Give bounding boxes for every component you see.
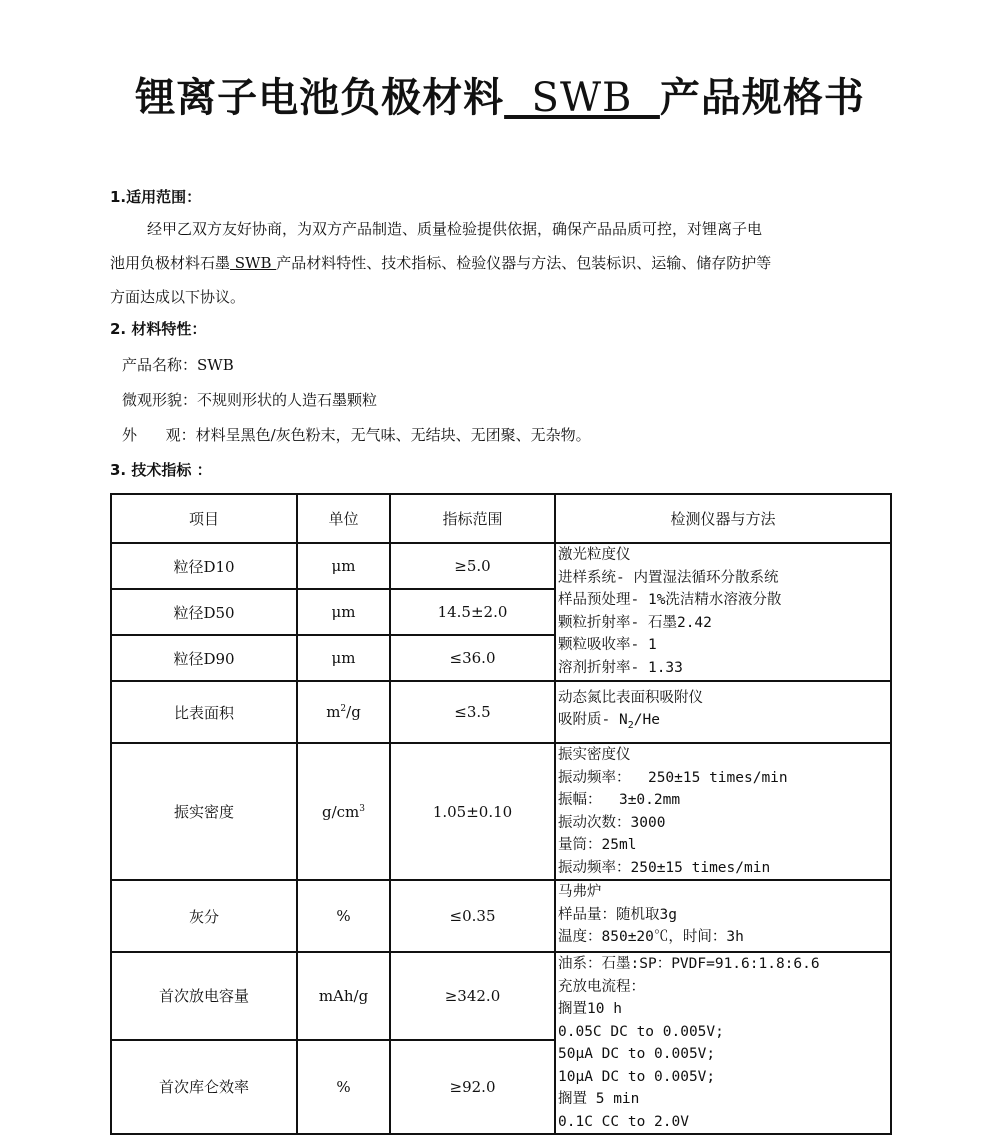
scope-product-code: SWB [230, 254, 277, 272]
unit-superscript: 3 [359, 803, 365, 814]
cell-item: 粒径D90 [111, 635, 297, 681]
section-properties-heading: 2. 材料特性： [110, 320, 207, 338]
cell-range: 14.5±2.0 [390, 589, 555, 635]
method-line [558, 709, 890, 737]
table-row [111, 952, 891, 1040]
method-line: 激光粒度仪 [558, 547, 631, 563]
method-text: /He [633, 712, 660, 729]
method-line: 振动频率： 250±15 times/min [558, 769, 788, 786]
cell-unit: μm [297, 589, 390, 635]
cell-unit [297, 743, 390, 880]
method-line: 搁置 5 min [558, 1091, 640, 1107]
header-range: 指标范围 [390, 494, 555, 543]
property-shape: 微观形貌：不规则形状的人造石墨颗粒 [122, 391, 378, 409]
title-suffix: 产品规格书 [659, 75, 865, 121]
method-line: 颗粒吸收率- 1 [558, 637, 657, 653]
cell-range: 1.05±0.10 [390, 743, 555, 880]
table-row [111, 743, 891, 880]
scope-line-2-b: 产品材料特性、技术指标、检验仪器与方法、包装标识、运输、储存防护等 [276, 254, 772, 272]
title-prefix: 锂离子电池负极材料 [135, 75, 505, 121]
table-row [111, 681, 891, 743]
method-line: 油系：石墨:SP：PVDF=91.6:1.8:6.6 [558, 956, 820, 972]
table-row [111, 880, 891, 952]
cell-item: 首次放电容量 [111, 952, 297, 1040]
unit-base: g/cm [321, 802, 360, 821]
property-appearance: 外 观：材料呈黑色/灰色粉末，无气味、无结块、无团聚、无杂物。 [122, 426, 591, 444]
scope-line-2-a: 池用负极材料石墨 [110, 254, 231, 272]
method-line: 量筒：25ml [558, 837, 637, 853]
property-name: 产品名称：SWB [122, 356, 234, 374]
cell-range: ≥5.0 [390, 543, 555, 589]
method-line: 0.05C DC to 0.005V; [558, 1023, 724, 1040]
method-line: 温度：850±20℃，时间：3h [558, 929, 744, 945]
cell-unit: % [297, 880, 390, 952]
cell-method-electrochemical [555, 952, 891, 1134]
cell-item: 振实密度 [111, 743, 297, 880]
method-subscript: 2 [627, 719, 634, 731]
section-specs-heading: 3. 技术指标 ： [110, 461, 212, 479]
cell-item: 粒径D10 [111, 543, 297, 589]
unit-tail: /g [346, 703, 361, 721]
method-line: 振幅： 3±0.2mm [558, 792, 681, 808]
cell-unit: μm [297, 543, 390, 589]
header-method: 检测仪器与方法 [555, 494, 891, 543]
method-line: 搁置10 h [558, 1001, 622, 1017]
cell-method-tap [555, 743, 891, 880]
cell-range: ≤36.0 [390, 635, 555, 681]
cell-item: 首次库仑效率 [111, 1040, 297, 1134]
cell-unit [297, 681, 390, 743]
method-line: 振实密度仪 [558, 747, 631, 763]
method-text: 吸附质- N [558, 712, 628, 729]
cell-range: ≥92.0 [390, 1040, 555, 1134]
scope-paragraph [110, 212, 890, 314]
method-line: 样品预处理- 1%洗洁精水溶液分散 [558, 592, 782, 608]
scope-line-3: 方面达成以下协议。 [110, 288, 246, 306]
method-line: 动态氮比表面积吸附仪 [558, 689, 703, 706]
cell-item: 粒径D50 [111, 589, 297, 635]
cell-range: ≤3.5 [390, 681, 555, 743]
cell-range: ≤0.35 [390, 880, 555, 952]
method-line: 样品量：随机取3g [558, 906, 677, 923]
method-line: 振动频率：250±15 times/min [558, 859, 771, 876]
table-header-row [111, 494, 891, 543]
method-line: 溶剂折射率- 1.33 [558, 659, 683, 676]
spec-table [110, 493, 892, 1135]
unit-base: m [326, 703, 341, 721]
unit-superscript: 2 [340, 704, 347, 714]
header-item: 项目 [111, 494, 297, 543]
method-line: 振动次数：3000 [558, 814, 666, 831]
method-line: 充放电流程： [558, 978, 645, 995]
title-product-code: SWB [504, 75, 660, 121]
method-line: 0.1C CC to 2.0V [558, 1113, 689, 1130]
section-scope-heading: 1.适用范围： [110, 188, 202, 206]
cell-method-bet [555, 681, 891, 743]
cell-unit: mAh/g [297, 952, 390, 1040]
method-line: 进样系统- 内置湿法循环分散系统 [558, 569, 779, 586]
method-line: 50μA DC to 0.005V; [558, 1046, 716, 1062]
cell-item: 比表面积 [111, 681, 297, 743]
header-unit: 单位 [297, 494, 390, 543]
cell-method-ash [555, 880, 891, 952]
table-row [111, 543, 891, 589]
cell-unit: % [297, 1040, 390, 1134]
method-line: 颗粒折射率- 石墨2.42 [558, 614, 712, 631]
document-title [0, 66, 1000, 123]
cell-item: 灰分 [111, 880, 297, 952]
cell-unit: μm [297, 635, 390, 681]
scope-line-2 [110, 246, 890, 280]
cell-method-psd [555, 543, 891, 681]
method-line: 马弗炉 [558, 884, 602, 900]
cell-range: ≥342.0 [390, 952, 555, 1040]
method-line: 10μA DC to 0.005V; [558, 1068, 716, 1085]
scope-line-1: 经甲乙双方友好协商，为双方产品制造、质量检验提供依据，确保产品品质可控，对锂离子电 [147, 220, 763, 238]
